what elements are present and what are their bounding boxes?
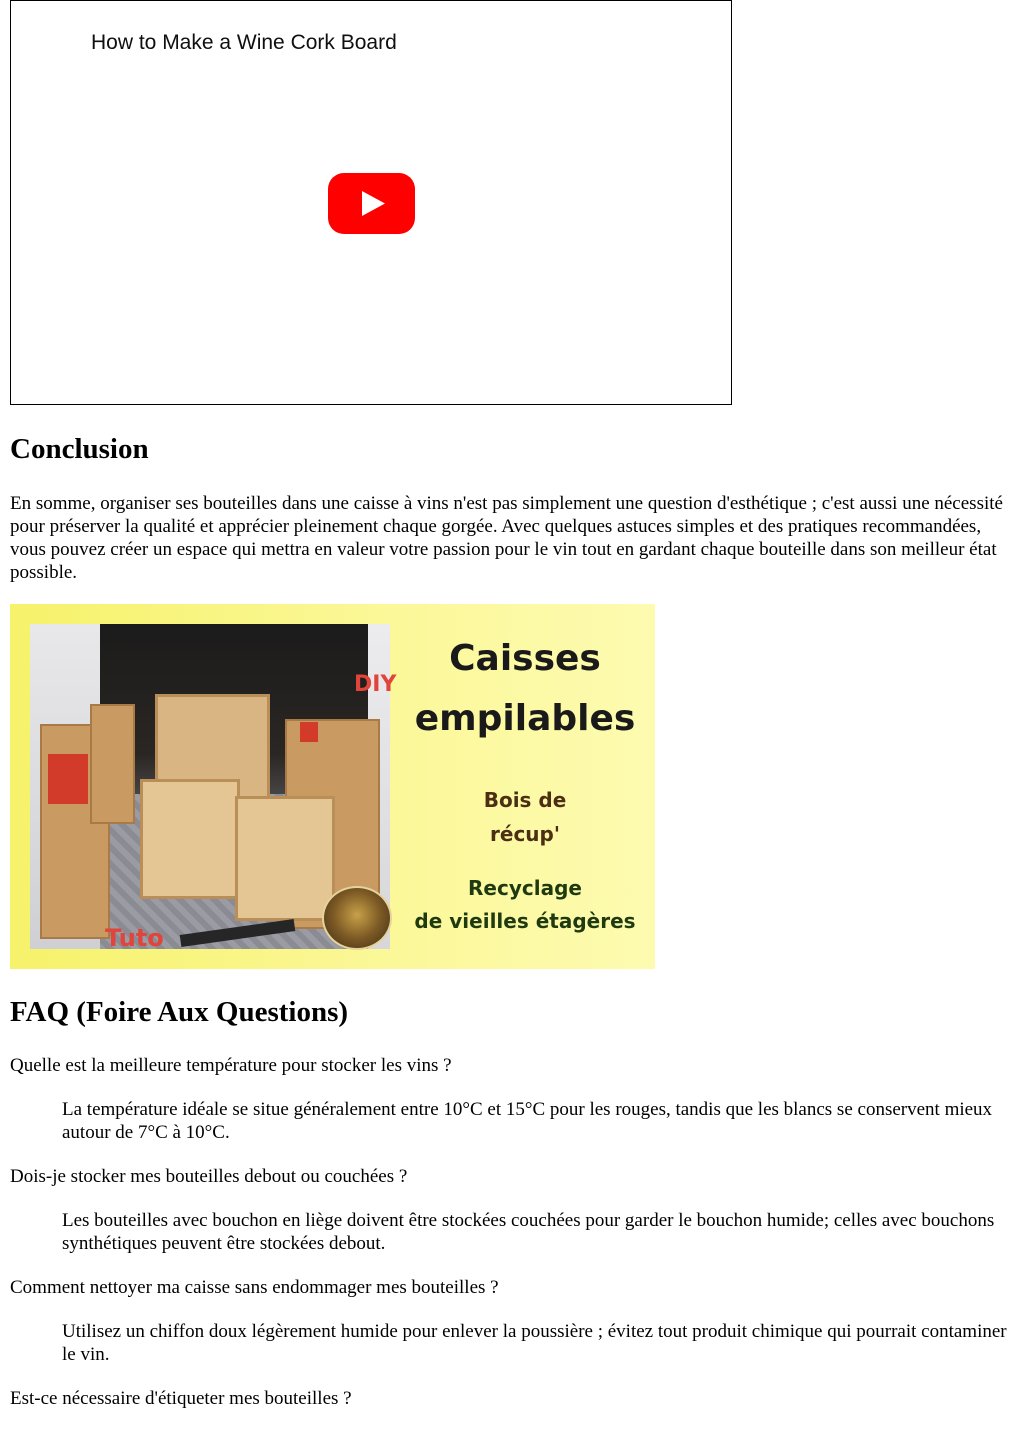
faq-answer: Utilisez un chiffon doux légèrement humide pour enlever la poussière ; évitez tout produit chimique qui pourrait contaminer le vin. xyxy=(62,1321,1007,1365)
red-bag xyxy=(48,754,88,804)
banner-subtitle-line4: de vieilles étagères xyxy=(414,909,636,933)
faq-question: Est-ce nécessaire d'étiqueter mes bouteilles ? xyxy=(10,1388,352,1409)
red-tool xyxy=(300,722,318,742)
faq-answer: La température idéale se situe généralement entre 10°C et 15°C pour les rouges, tandis que les blancs se conservent mieux autour de 7°C à 10°C. xyxy=(62,1099,993,1143)
banner-title-line1: Caisses xyxy=(449,638,601,679)
open-crate xyxy=(235,796,335,921)
banner-subtitle-line3: Recyclage xyxy=(468,876,582,900)
diy-label: DIY xyxy=(354,672,397,697)
conclusion-paragraph: En somme, organiser ses bouteilles dans une caisse à vins n'est pas simplement une question d'esthétique ; c'est aussi une nécessité pour préserver la qualité et apprécier pleinement chaque gorgée. Avec quelques astuces simples et des pratiques recommandées, vous pouvez créer un espace qui mettra en valeur votre passion pour le vin tout en gardant chaque bouteille dans son meilleur état possible. xyxy=(10,493,1003,583)
diy-crates-banner-image xyxy=(10,604,655,969)
van-crates-photo xyxy=(30,624,397,952)
faq-question: Quelle est la meilleure température pour stocker les vins ? xyxy=(10,1055,452,1076)
youtube-play-icon[interactable] xyxy=(328,173,415,234)
video-embed[interactable] xyxy=(10,0,732,405)
banner-subtitle-line2: récup' xyxy=(490,822,560,846)
video-title[interactable]: How to Make a Wine Cork Board xyxy=(91,31,397,54)
conclusion-heading: Conclusion xyxy=(10,433,149,465)
tuto-label: Tuto xyxy=(105,924,164,952)
banner-subtitle-line1: Bois de xyxy=(483,788,567,812)
channel-logo xyxy=(322,886,392,950)
faq-list xyxy=(10,1054,1014,1431)
faq-heading: FAQ (Foire Aux Questions) xyxy=(10,996,349,1028)
banner-title-line2: empilables xyxy=(414,698,636,739)
faq-answer: Les bouteilles avec bouchon en liège doivent être stockées couchées pour garder le bouchon humide; celles avec bouchons synthétiques peuvent être stockées debout. xyxy=(62,1210,995,1254)
left-shelf-back xyxy=(90,704,135,824)
play-button[interactable] xyxy=(328,173,415,234)
bottom-crate xyxy=(140,779,240,899)
faq-question: Dois-je stocker mes bouteilles debout ou couchées ? xyxy=(10,1166,408,1187)
page xyxy=(10,0,1014,1409)
faq-question: Comment nettoyer ma caisse sans endommager mes bouteilles ? xyxy=(10,1277,499,1298)
